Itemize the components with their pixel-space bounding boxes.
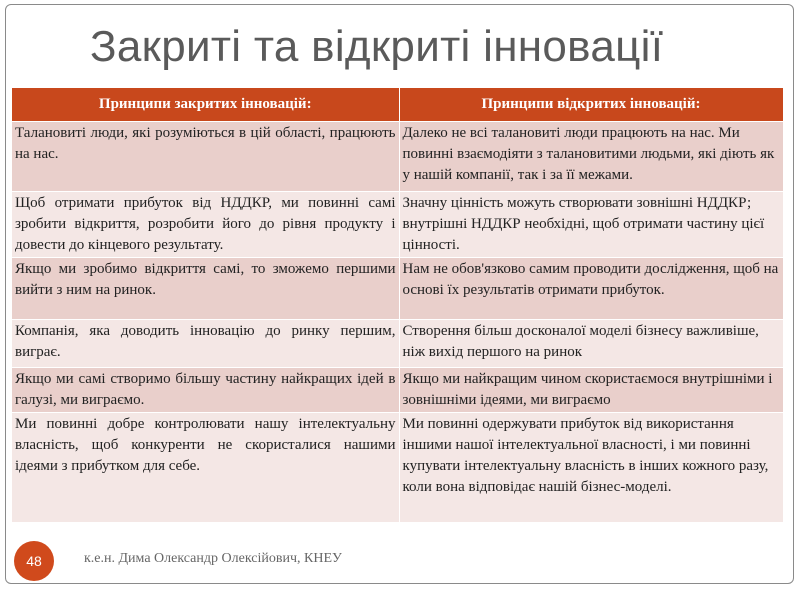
table-row: [12, 191, 783, 257]
closed-cell: Компанія, яка доводить інновацію до ринку першим, виграє.: [12, 319, 399, 367]
table-row: [12, 367, 783, 412]
closed-cell: Ми повинні добре контролювати нашу інтелектуальну власність, щоб конкуренти не скористалися нашими ідеями з прибутком для себе.: [12, 412, 399, 522]
slide-number-badge: 48: [14, 541, 54, 581]
comparison-table: [12, 88, 784, 522]
closed-cell: Талановиті люди, які розуміються в цій області, працюють на нас.: [12, 121, 399, 191]
open-cell: Створення більш досконалої моделі бізнесу важливіше, ніж вихід першого на ринок: [399, 319, 783, 367]
closed-cell: Щоб отримати прибуток від НДДКР, ми повинні самі зробити відкриття, розробити його до рівня продукту і довести до кінцевого результату.: [12, 191, 399, 257]
closed-cell: Якщо ми самі створимо більшу частину найкращих ідей в галузі, ми виграємо.: [12, 367, 399, 412]
slide-title: Закриті та відкриті інновації: [90, 22, 664, 71]
table-row: [12, 412, 783, 522]
open-cell: Значну цінність можуть створювати зовнішні НДДКР; внутрішні НДДКР необхідні, щоб отримати частину цієї цінності.: [399, 191, 783, 257]
open-cell: Далеко не всі талановиті люди працюють на нас. Ми повинні взаємодіяти з талановитими людьми, які діють як у нашій компанії, так і за її межами.: [399, 121, 783, 191]
open-cell: Ми повинні одержувати прибуток від використання іншими нашої інтелектуальної власності, і ми повинні купувати інтелектуальну власність в інших кожного разу, коли вона відповідає нашій бізнес-моделі.: [399, 412, 783, 522]
open-cell: Нам не обов'язково самим проводити дослідження, щоб на основі їх результатів отримати прибуток.: [399, 257, 783, 319]
table-row: [12, 121, 783, 191]
header-open: Принципи відкритих інновацій:: [399, 88, 783, 121]
header-closed: Принципи закритих інновацій:: [12, 88, 399, 121]
table-row: [12, 257, 783, 319]
table-row: [12, 319, 783, 367]
closed-cell: Якщо ми зробимо відкриття самі, то зможемо першими вийти з ним на ринок.: [12, 257, 399, 319]
open-cell: Якщо ми найкращим чином скористаємося внутрішніми і зовнішніми ідеями, ми виграємо: [399, 367, 783, 412]
table-header-row: [12, 88, 783, 121]
footer-author: к.е.н. Дима Олександр Олексійович, КНЕУ: [84, 551, 342, 566]
